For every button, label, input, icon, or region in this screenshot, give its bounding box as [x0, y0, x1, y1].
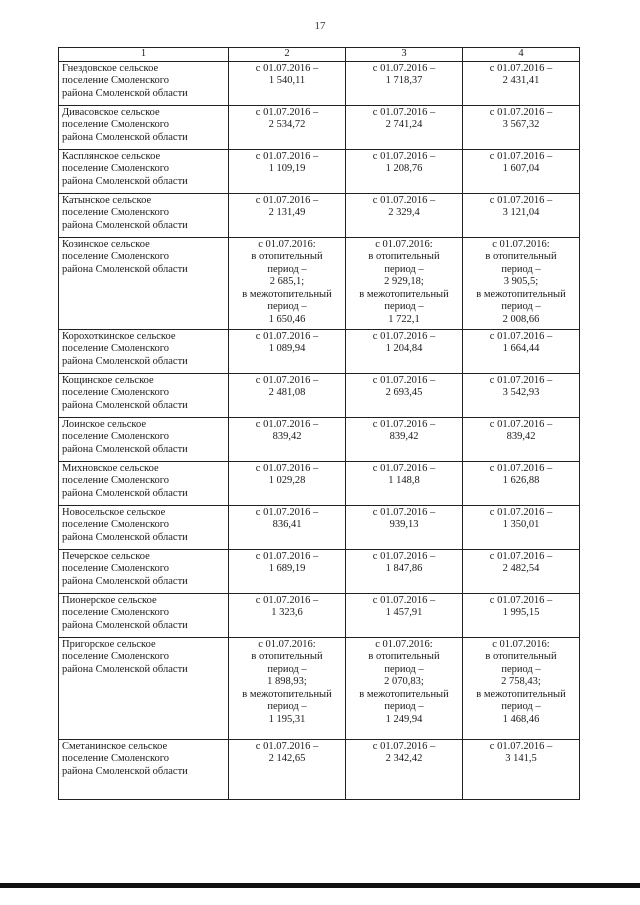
tariff-line: с 01.07.2016 – — [489, 374, 553, 386]
tariff-line: 2 342,42 — [385, 753, 423, 764]
tariff-line: период – — [384, 701, 424, 712]
tariff-line: в отопительный — [251, 251, 323, 262]
settlement-name-cell — [59, 329, 229, 373]
tariff-line: период – — [501, 301, 541, 312]
table-row — [59, 739, 580, 799]
tariff-line: 2 142,65 — [268, 753, 306, 764]
tariff-line: 1 195,31 — [268, 713, 306, 725]
settlement-name-cell — [59, 461, 229, 505]
tariff-line: период – — [267, 701, 307, 712]
settlement-name-line: поселение Смоленского — [62, 607, 170, 618]
tariff-line: 1 722,1 — [388, 313, 420, 325]
tariff-cell — [229, 193, 346, 237]
tariff-cell — [346, 105, 463, 149]
settlement-name-line: района Смоленской области — [62, 765, 188, 777]
tariff-line: с 01.07.2016 – — [372, 374, 436, 386]
tariff-line: 1 626,88 — [502, 475, 540, 486]
tariff-line: 1 540,11 — [268, 75, 306, 86]
settlement-name-line: района Смоленской области — [62, 487, 188, 499]
tariff-cell — [463, 593, 580, 637]
tariff-cell — [229, 105, 346, 149]
tariff-cell — [346, 549, 463, 593]
tariff-line: период – — [501, 663, 541, 675]
tariff-line: 1 089,94 — [268, 343, 306, 354]
tariff-line: с 01.07.2016 – — [372, 194, 436, 206]
tariff-line: с 01.07.2016 – — [255, 150, 319, 162]
tariff-line: в межотопительный — [242, 288, 332, 300]
settlement-name-cell — [59, 739, 229, 799]
tariff-cell — [229, 149, 346, 193]
column-header: 2 — [229, 48, 346, 62]
tariff-cell — [229, 461, 346, 505]
settlement-name-line: района Смоленской области — [62, 443, 188, 455]
tariff-line: 839,42 — [389, 431, 419, 442]
header-row — [59, 48, 580, 62]
tariff-cell — [229, 505, 346, 549]
tariff-line: с 01.07.2016 – — [489, 106, 553, 118]
tariff-line: 3 542,93 — [502, 387, 540, 398]
tariff-line: 1 350,01 — [502, 519, 540, 530]
tariff-cell — [229, 593, 346, 637]
tariff-line: с 01.07.2016 – — [255, 62, 319, 74]
tariff-cell — [463, 329, 580, 373]
tariff-line: 1 148,8 — [388, 475, 420, 486]
tariff-cell — [463, 637, 580, 739]
settlement-name-line: района Смоленской области — [62, 399, 188, 411]
settlement-name-line: района Смоленской области — [62, 263, 188, 275]
settlement-name-line: поселение Смоленского — [62, 207, 170, 218]
tariff-line: 2 534,72 — [268, 119, 306, 130]
tariff-line: 2 758,43; — [501, 676, 541, 687]
settlement-name-cell — [59, 417, 229, 461]
tariff-line: 3 567,32 — [502, 119, 540, 130]
settlement-name-line: Пригорское сельское — [62, 638, 156, 650]
table-row — [59, 193, 580, 237]
tariff-line: в отопительный — [485, 651, 557, 662]
tariff-line: 2 329,4 — [388, 207, 420, 218]
tariff-line: 839,42 — [272, 431, 302, 442]
tariff-line: 839,42 — [506, 431, 536, 442]
tariff-line: 1 109,19 — [268, 163, 306, 174]
settlement-name-line: поселение Смоленского — [62, 753, 170, 764]
tariff-line: 1 718,37 — [385, 75, 423, 86]
tariff-cell — [229, 417, 346, 461]
tariff-cell — [346, 237, 463, 329]
settlement-name-line: района Смоленской области — [62, 575, 188, 587]
settlement-name-line: Касплянское сельское — [62, 150, 161, 162]
tariff-line: период – — [501, 701, 541, 712]
tariff-cell — [229, 637, 346, 739]
settlement-name-line: района Смоленской области — [62, 219, 188, 231]
column-header: 4 — [463, 48, 580, 62]
settlement-name-cell — [59, 149, 229, 193]
tariff-line: 1 457,91 — [385, 607, 423, 618]
tariff-line: 836,41 — [272, 519, 302, 530]
table-row — [59, 105, 580, 149]
settlement-name-line: поселение Смоленского — [62, 519, 170, 530]
tariff-line: 2 070,83; — [384, 676, 424, 687]
tariff-cell — [463, 549, 580, 593]
tariff-cell — [346, 373, 463, 417]
settlement-name-line: поселение Смоленского — [62, 387, 170, 398]
table-row — [59, 329, 580, 373]
tariff-line: 3 905,5; — [503, 276, 539, 287]
tariff-line: с 01.07.2016 – — [255, 506, 319, 518]
tariff-line: 2 685,1; — [269, 276, 305, 287]
tariff-line: с 01.07.2016 – — [372, 594, 436, 606]
settlement-name-line: Козинское сельское — [62, 238, 150, 250]
tariff-cell — [229, 373, 346, 417]
settlement-name-line: района Смоленской области — [62, 87, 188, 99]
tariff-line: с 01.07.2016 – — [372, 740, 436, 752]
tariff-line: с 01.07.2016: — [492, 238, 550, 250]
tariff-line: с 01.07.2016 – — [489, 462, 553, 474]
tariff-line: с 01.07.2016 – — [255, 594, 319, 606]
settlement-name-line: Михновское сельское — [62, 462, 159, 474]
settlement-name-line: района Смоленской области — [62, 663, 188, 675]
settlement-name-line: района Смоленской области — [62, 131, 188, 143]
tariff-line: с 01.07.2016 – — [255, 194, 319, 206]
settlement-name-line: Новосельское сельское — [62, 506, 166, 518]
tariff-cell — [463, 237, 580, 329]
tariff-line: с 01.07.2016 – — [372, 150, 436, 162]
tariff-line: с 01.07.2016 – — [372, 62, 436, 74]
settlement-name-line: Гнездовское сельское — [62, 62, 159, 74]
settlement-name-line: района Смоленской области — [62, 175, 188, 187]
settlement-name-line: Лоинское сельское — [62, 418, 146, 430]
table-row — [59, 61, 580, 105]
settlement-name-line: Пионерское сельское — [62, 594, 157, 606]
tariff-cell — [346, 61, 463, 105]
tariff-line: 1 468,46 — [502, 713, 540, 725]
settlement-name-cell — [59, 105, 229, 149]
tariff-cell — [463, 373, 580, 417]
tariff-line: в отопительный — [485, 251, 557, 262]
tariff-line: 1 689,19 — [268, 563, 306, 574]
tariff-cell — [229, 549, 346, 593]
tariff-line: в межотопительный — [359, 688, 449, 700]
tariff-line: 1 607,04 — [502, 163, 540, 174]
settlement-name-cell — [59, 373, 229, 417]
tariff-line: в межотопительный — [359, 288, 449, 300]
settlement-name-line: Печерское сельское — [62, 550, 150, 562]
tariff-cell — [229, 739, 346, 799]
tariff-line: период – — [267, 263, 307, 275]
tariff-cell — [463, 105, 580, 149]
table-row — [59, 149, 580, 193]
tariff-line: 3 121,04 — [502, 207, 540, 218]
column-header: 1 — [59, 48, 229, 62]
settlement-name-line: района Смоленской области — [62, 355, 188, 367]
settlement-name-line: Катынское сельское — [62, 194, 152, 206]
settlement-name-line: поселение Смоленского — [62, 251, 170, 262]
tariff-line: 2 693,45 — [385, 387, 423, 398]
table-row — [59, 637, 580, 739]
settlement-name-line: поселение Смоленского — [62, 75, 170, 86]
tariff-line: 2 482,54 — [502, 563, 540, 574]
footer-rule — [0, 883, 640, 888]
tariff-cell — [463, 149, 580, 193]
tariff-line: с 01.07.2016 – — [372, 506, 436, 518]
tariff-line: с 01.07.2016 – — [255, 418, 319, 430]
tariff-line: 2 431,41 — [502, 75, 540, 86]
tariff-cell — [346, 417, 463, 461]
tariff-line: с 01.07.2016 – — [372, 462, 436, 474]
settlement-name-line: поселение Смоленского — [62, 563, 170, 574]
tariff-table — [58, 47, 580, 800]
tariff-cell — [463, 505, 580, 549]
settlement-name-line: поселение Смоленского — [62, 119, 170, 130]
tariff-line: 1 898,93; — [267, 676, 307, 687]
tariff-cell — [346, 739, 463, 799]
tariff-line: с 01.07.2016 – — [489, 550, 553, 562]
tariff-line: 1 650,46 — [268, 313, 306, 325]
tariff-line: с 01.07.2016: — [258, 238, 316, 250]
tariff-line: с 01.07.2016: — [258, 638, 316, 650]
tariff-line: в отопительный — [368, 651, 440, 662]
tariff-line: период – — [267, 301, 307, 312]
tariff-line: 939,13 — [389, 519, 419, 530]
tariff-line: 1 664,44 — [502, 343, 540, 354]
tariff-line: 2 929,18; — [384, 276, 424, 287]
tariff-line: с 01.07.2016 – — [255, 550, 319, 562]
tariff-line: в отопительный — [251, 651, 323, 662]
tariff-line: с 01.07.2016 – — [489, 740, 553, 752]
tariff-line: период – — [384, 663, 424, 675]
column-header: 3 — [346, 48, 463, 62]
tariff-cell — [463, 461, 580, 505]
settlement-name-line: поселение Смоленского — [62, 163, 170, 174]
tariff-line: в межотопительный — [242, 688, 332, 700]
table-row — [59, 549, 580, 593]
tariff-line: в межотопительный — [476, 288, 566, 300]
tariff-line: в межотопительный — [476, 688, 566, 700]
tariff-line: с 01.07.2016 – — [489, 62, 553, 74]
tariff-cell — [346, 193, 463, 237]
settlement-name-line: поселение Смоленского — [62, 475, 170, 486]
settlement-name-line: Кощинское сельское — [62, 374, 154, 386]
settlement-name-line: Дивасовское сельское — [62, 106, 160, 118]
tariff-line: 1 995,15 — [502, 607, 540, 618]
tariff-cell — [346, 461, 463, 505]
tariff-line: с 01.07.2016 – — [489, 150, 553, 162]
tariff-cell — [346, 329, 463, 373]
table-row — [59, 417, 580, 461]
tariff-line: с 01.07.2016 – — [372, 106, 436, 118]
settlement-name-cell — [59, 505, 229, 549]
tariff-line: с 01.07.2016 – — [255, 106, 319, 118]
tariff-cell — [346, 505, 463, 549]
settlement-name-cell — [59, 193, 229, 237]
tariff-cell — [346, 149, 463, 193]
tariff-line: 2 741,24 — [385, 119, 423, 130]
tariff-cell — [229, 329, 346, 373]
tariff-cell — [229, 237, 346, 329]
tariff-line: период – — [267, 663, 307, 675]
tariff-line: 2 008,66 — [502, 313, 540, 325]
tariff-line: с 01.07.2016 – — [372, 330, 436, 342]
tariff-line: 1 323,6 — [271, 607, 303, 618]
settlement-name-cell — [59, 549, 229, 593]
settlement-name-cell — [59, 637, 229, 739]
table-row — [59, 593, 580, 637]
table-row — [59, 461, 580, 505]
tariff-cell — [346, 637, 463, 739]
tariff-line: с 01.07.2016 – — [255, 462, 319, 474]
tariff-cell — [463, 193, 580, 237]
tariff-cell — [229, 61, 346, 105]
tariff-line: с 01.07.2016 – — [372, 418, 436, 430]
tariff-line: период – — [384, 263, 424, 275]
tariff-line: период – — [501, 263, 541, 275]
tariff-cell — [463, 61, 580, 105]
tariff-line: с 01.07.2016 – — [489, 506, 553, 518]
tariff-line: с 01.07.2016 – — [489, 330, 553, 342]
tariff-line: с 01.07.2016 – — [489, 194, 553, 206]
settlement-name-cell — [59, 593, 229, 637]
tariff-line: 2 481,08 — [268, 387, 306, 398]
tariff-line: 1 847,86 — [385, 563, 423, 574]
tariff-line: 1 029,28 — [268, 475, 306, 486]
tariff-cell — [463, 417, 580, 461]
table-row — [59, 373, 580, 417]
tariff-line: с 01.07.2016: — [375, 638, 433, 650]
tariff-line: с 01.07.2016 – — [489, 418, 553, 430]
settlement-name-cell — [59, 61, 229, 105]
tariff-line: с 01.07.2016 – — [372, 550, 436, 562]
tariff-cell — [463, 739, 580, 799]
settlement-name-line: района Смоленской области — [62, 531, 188, 543]
tariff-line: с 01.07.2016: — [375, 238, 433, 250]
settlement-name-line: поселение Смоленского — [62, 343, 170, 354]
settlement-name-line: поселение Смоленского — [62, 431, 170, 442]
tariff-line: 1 249,94 — [385, 713, 423, 725]
settlement-name-line: района Смоленской области — [62, 619, 188, 631]
tariff-line: 1 208,76 — [385, 163, 423, 174]
tariff-line: 2 131,49 — [268, 207, 306, 218]
page-number: 17 — [314, 20, 326, 32]
tariff-line: с 01.07.2016 – — [255, 330, 319, 342]
table-row — [59, 237, 580, 329]
tariff-line: с 01.07.2016 – — [255, 740, 319, 752]
tariff-line: с 01.07.2016: — [492, 638, 550, 650]
tariff-line: период – — [384, 301, 424, 312]
table-body — [59, 61, 580, 799]
settlement-name-line: Корохоткинское сельское — [62, 330, 176, 342]
settlement-name-line: Сметанинское сельское — [62, 740, 168, 752]
tariff-line: 3 141,5 — [505, 753, 537, 764]
tariff-cell — [346, 593, 463, 637]
settlement-name-cell — [59, 237, 229, 329]
tariff-line: с 01.07.2016 – — [489, 594, 553, 606]
tariff-line: в отопительный — [368, 251, 440, 262]
settlement-name-line: поселение Смоленского — [62, 651, 170, 662]
tariff-line: с 01.07.2016 – — [255, 374, 319, 386]
tariff-line: 1 204,84 — [385, 343, 423, 354]
table-row — [59, 505, 580, 549]
